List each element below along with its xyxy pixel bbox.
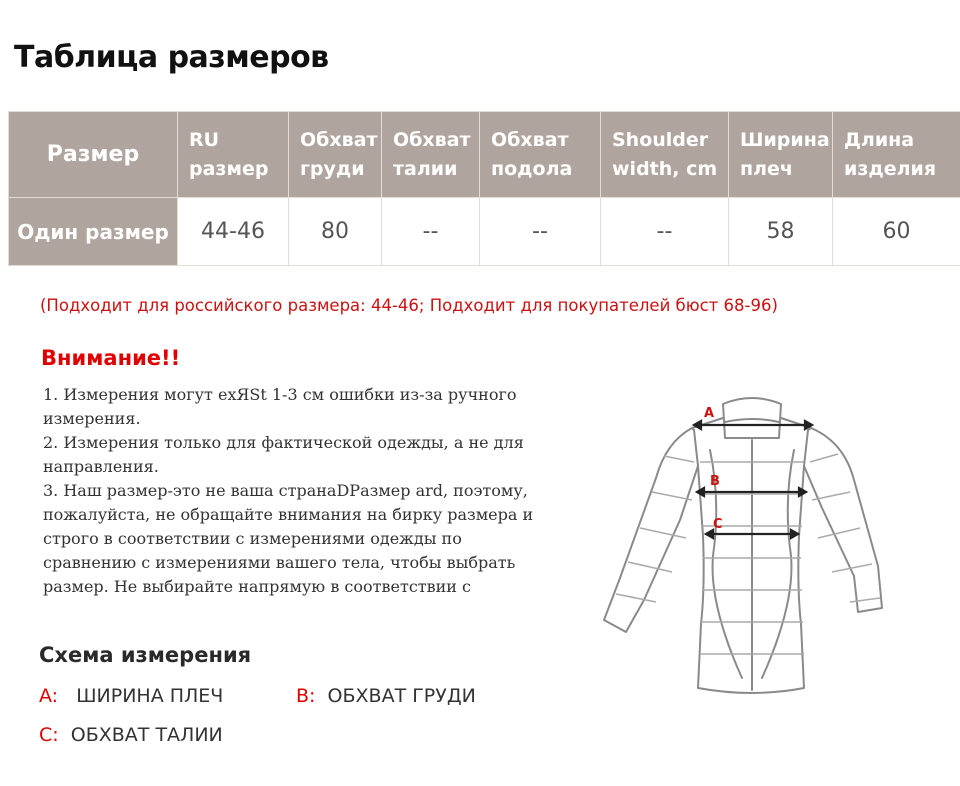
coat-diagram [592, 388, 888, 698]
diagram-label-a: A [704, 406, 715, 421]
legend-item-b [296, 685, 476, 707]
header-ru-size: RU размер [178, 112, 289, 198]
cell-size-name: Один размер [9, 198, 178, 266]
legend-text-c: ОБХВАТ ТАЛИИ [70, 724, 223, 746]
note-line: направления. [43, 457, 159, 476]
fits-note: (Подходит для российского размера: 44-46; Подходит для покупателей бюст 68-96) [40, 296, 778, 315]
note-line: сравнению с измерениями вашего тела, чтобы выбрать [43, 553, 516, 572]
cell-hem: -- [480, 198, 601, 266]
legend-letter-c: C: [39, 724, 59, 746]
size-table [8, 111, 960, 266]
header-shoulder-width: Ширина плеч [729, 112, 833, 198]
note-line: 3. Наш размер-это не ваша странаDРазмер ard, поэтому, [43, 481, 528, 500]
note-line: 2. Измерения только для фактической одежды, а не для [43, 433, 524, 452]
coat-right-sleeve [804, 428, 882, 612]
attention-heading: Внимание!! [41, 346, 181, 370]
notes-text [43, 383, 563, 599]
table-row [9, 198, 960, 266]
legend-letter-a: A: [39, 685, 59, 707]
cell-ru-size: 44-46 [178, 198, 289, 266]
header-chest: Обхват груди [289, 112, 382, 198]
cell-waist: -- [382, 198, 480, 266]
note-line: пожалуйста, не обращайте внимания на бирку размера и [43, 505, 534, 524]
diagram-label-b: B [710, 474, 720, 489]
legend-item-a [39, 685, 223, 707]
legend-letter-b: B: [296, 685, 316, 707]
legend-item-c [39, 724, 223, 746]
header-length: Длина изделия [833, 112, 960, 198]
note-line: строго в соответствии с измерениями одежды по [43, 529, 462, 548]
note-line: измерения. [43, 409, 141, 428]
scheme-title: Схема измерения [39, 643, 252, 667]
note-line: размер. Не выбирайте напрямую в соответствии с [43, 577, 472, 596]
cell-shoulder-width: 58 [729, 198, 833, 266]
cell-shoulder-width-en: -- [601, 198, 729, 266]
header-hem: Обхват подола [480, 112, 601, 198]
legend-text-b: ОБХВАТ ГРУДИ [327, 685, 476, 707]
diagram-label-c: C [713, 517, 723, 532]
cell-chest: 80 [289, 198, 382, 266]
note-line: 1. Измерения могут exЯSt 1-3 см ошибки из-за ручного [43, 385, 517, 404]
table-header-row [9, 112, 960, 198]
cell-length: 60 [833, 198, 960, 266]
header-waist: Обхват талии [382, 112, 480, 198]
legend-text-a: ШИРИНА ПЛЕЧ [76, 685, 224, 707]
header-shoulder-width-en: Shoulder width, cm [601, 112, 729, 198]
header-size: Размер [9, 112, 178, 198]
page-title: Таблица размеров [14, 40, 329, 75]
